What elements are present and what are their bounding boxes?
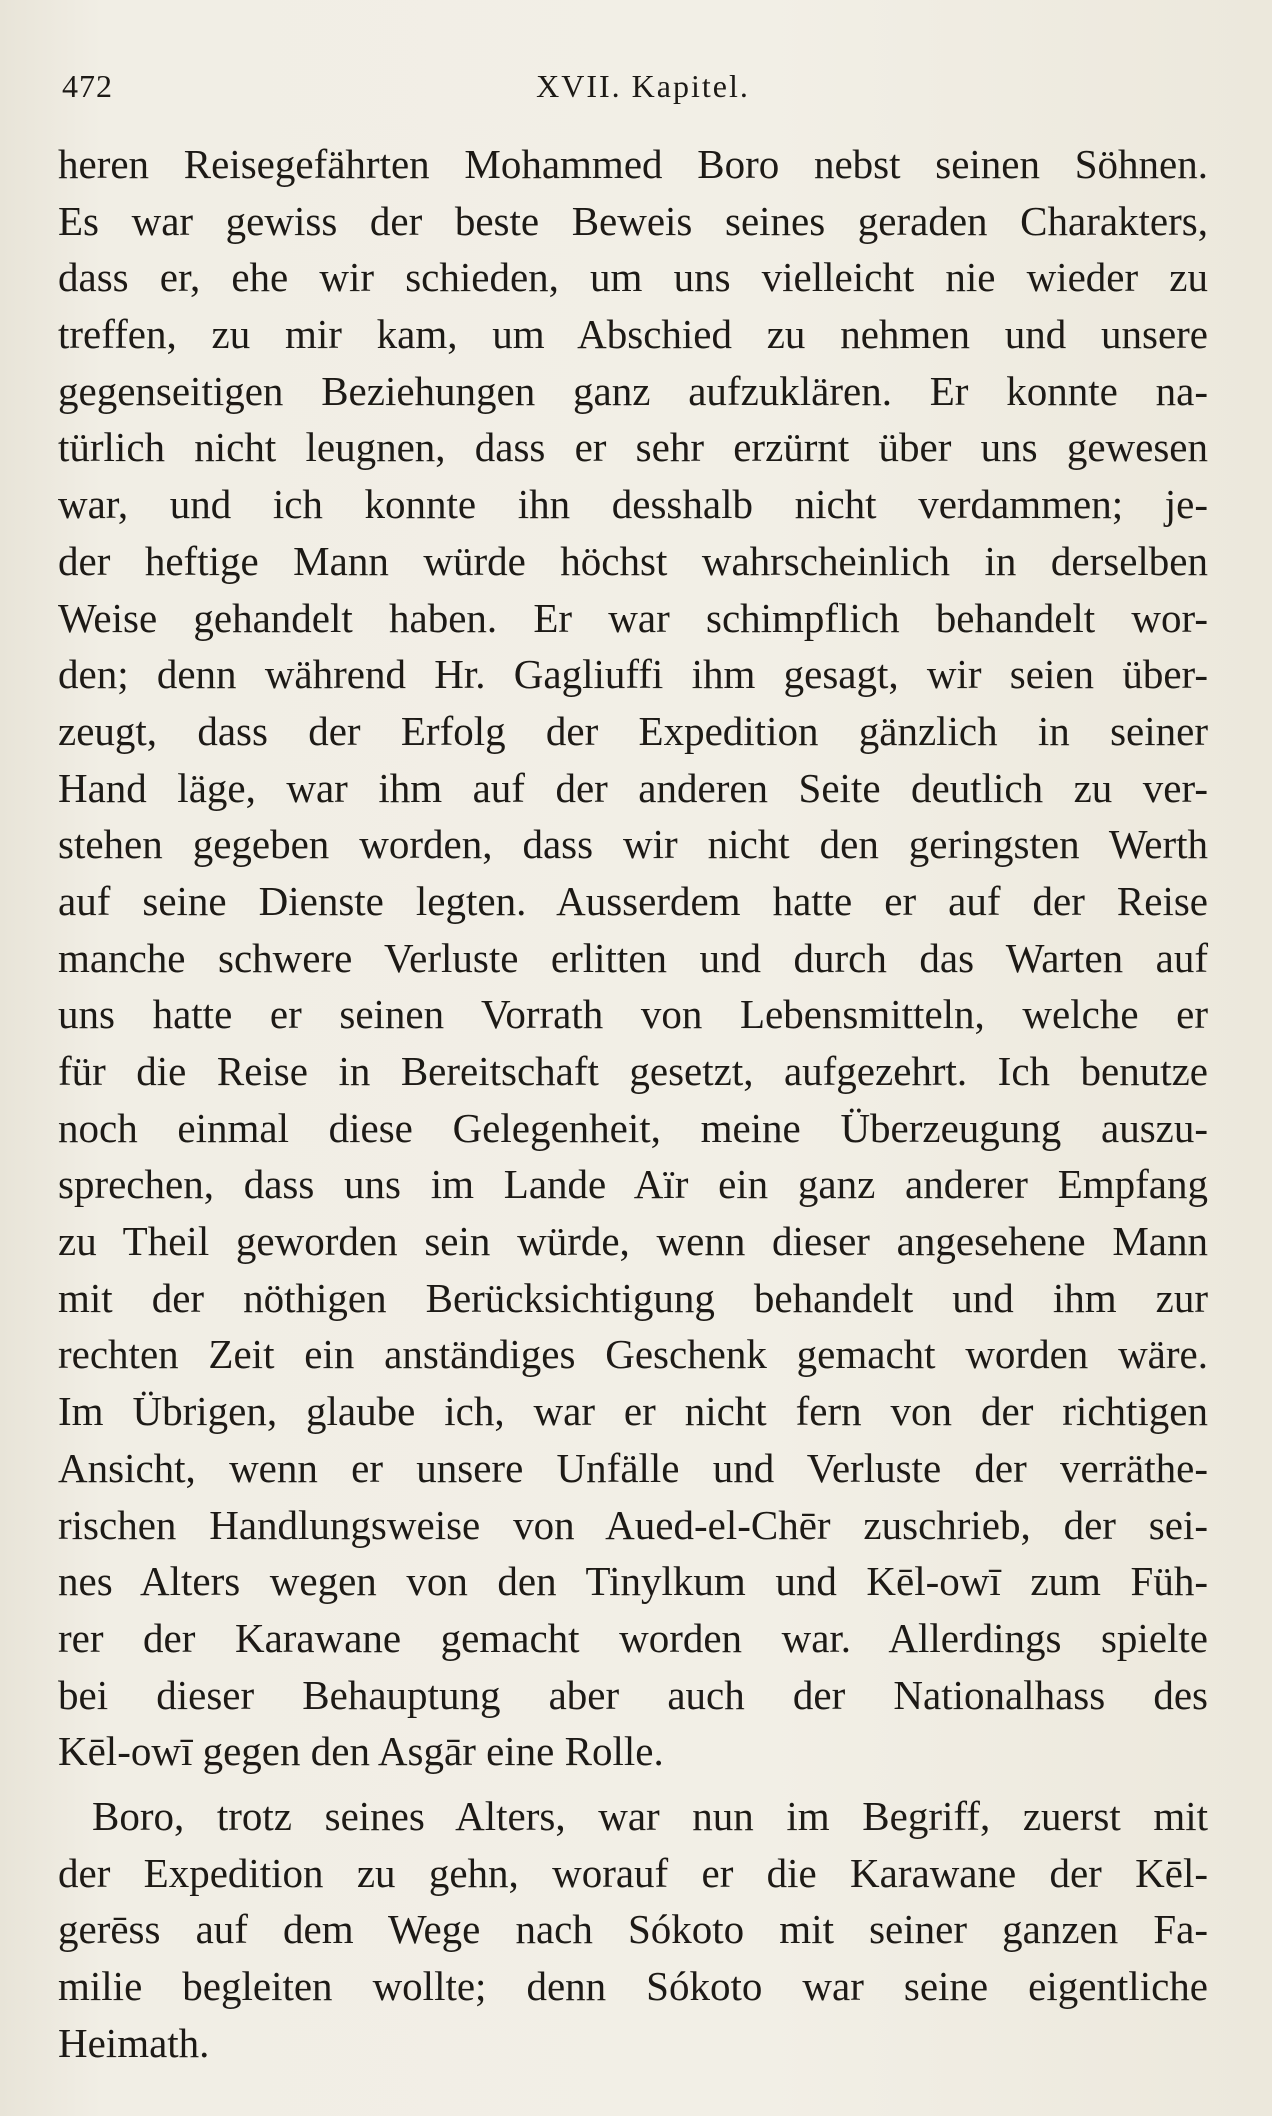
text-line: nes Alters wegen von den Tinylkum und Kēl-owī zum Füh-	[58, 1558, 1208, 1605]
chapter-title: XVII. Kapitel.	[536, 68, 750, 104]
text-line: rischen Handlungsweise von Aued-el-Chēr zuschrieb, der sei-	[58, 1501, 1208, 1548]
page-number: 472	[62, 68, 113, 104]
text-line: rer der Karawane gemacht worden war. Allerdings spielte	[58, 1614, 1208, 1661]
text-line: Boro, trotz seines Alters, war nun im Begriff, zuerst mit	[92, 1792, 1208, 1839]
text-line: Es war gewiss der beste Beweis seines geraden Charakters,	[58, 197, 1208, 244]
text-line: milie begleiten wollte; denn Sókoto war seine eigentliche	[58, 1963, 1208, 2009]
paragraph	[58, 1788, 1228, 2071]
text-line: Hand läge, war ihm auf der anderen Seite deutlich zu ver-	[58, 764, 1208, 811]
text-line: zu Theil geworden sein würde, wenn dieser angesehene Mann	[58, 1218, 1208, 1265]
text-line: der Expedition zu gehn, worauf er die Karawane der Kēl-	[58, 1849, 1208, 1896]
text-line: Weise gehandelt haben. Er war schimpflich behandelt wor-	[58, 594, 1208, 641]
text-line: bei dieser Behauptung aber auch der Nationalhass des	[58, 1671, 1208, 1718]
text-line: der heftige Mann würde höchst wahrscheinlich in derselben	[58, 537, 1208, 584]
text-line: Im Übrigen, glaube ich, war er nicht fern von der richtigen	[58, 1388, 1208, 1435]
text-body	[58, 136, 1228, 2071]
text-line: rechten Zeit ein anständiges Geschenk gemacht worden wäre.	[58, 1331, 1208, 1378]
text-line: heren Reisegefährten Mohammed Boro nebst seinen Söhnen.	[58, 141, 1208, 187]
text-line: Heimath.	[58, 2019, 210, 2066]
running-head	[58, 58, 1228, 114]
text-line: den; denn während Hr. Gagliuffi ihm gesagt, wir seien über-	[58, 651, 1208, 698]
text-line: Kēl-owī gegen den Asgār eine Rolle.	[58, 1728, 664, 1775]
text-line: manche schwere Verluste erlitten und durch das Warten auf	[58, 934, 1208, 981]
text-line: uns hatte er seinen Vorrath von Lebensmitteln, welche er	[58, 991, 1208, 1038]
text-line: war, und ich konnte ihn desshalb nicht verdammen; je-	[58, 481, 1208, 528]
text-line: treffen, zu mir kam, um Abschied zu nehmen und unsere	[58, 311, 1208, 358]
text-line: zeugt, dass der Erfolg der Expedition gänzlich in seiner	[58, 707, 1208, 754]
text-line: noch einmal diese Gelegenheit, meine Überzeugung auszu-	[58, 1104, 1208, 1151]
text-line: auf seine Dienste legten. Ausserdem hatte er auf der Reise	[58, 877, 1208, 924]
paragraph	[58, 136, 1228, 1780]
paragraph-gap	[58, 1780, 1228, 1788]
text-line: gegenseitigen Beziehungen ganz aufzuklären. Er konnte na-	[58, 367, 1208, 414]
text-line: mit der nöthigen Berücksichtigung behandelt und ihm zur	[58, 1274, 1208, 1321]
text-line: sprechen, dass uns im Lande Aïr ein ganz anderer Empfang	[58, 1161, 1208, 1208]
text-line: stehen gegeben worden, dass wir nicht den geringsten Werth	[58, 821, 1208, 868]
text-line: Ansicht, wenn er unsere Unfälle und Verluste der verräthe-	[58, 1444, 1208, 1491]
text-line: gerēss auf dem Wege nach Sókoto mit seiner ganzen Fa-	[58, 1906, 1208, 1953]
text-line: für die Reise in Bereitschaft gesetzt, aufgezehrt. Ich benutze	[58, 1048, 1208, 1094]
text-line: dass er, ehe wir schieden, um uns vielleicht nie wieder zu	[58, 254, 1208, 301]
text-line: türlich nicht leugnen, dass er sehr erzürnt über uns gewesen	[58, 424, 1208, 471]
